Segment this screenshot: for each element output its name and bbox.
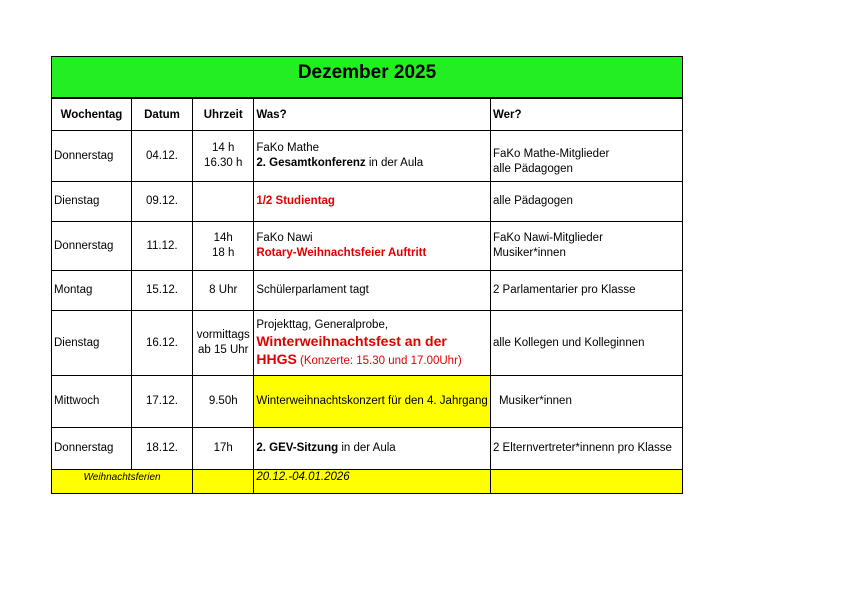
header-was: Was?	[254, 99, 491, 131]
calendar-sheet	[51, 56, 683, 494]
cell-datum: 09.12.	[131, 182, 192, 222]
cell-uhrzeit	[193, 182, 254, 222]
cell-was	[254, 311, 491, 376]
table-row	[52, 131, 683, 182]
participant-line: FaKo Nawi-Mitglieder	[492, 232, 603, 244]
cell-was	[254, 428, 491, 470]
time-line: ab 15 Uhr	[197, 344, 249, 356]
cell-uhrzeit	[193, 131, 254, 182]
holiday-label: Weihnachtsferien	[52, 470, 193, 494]
header-wer: Wer?	[490, 99, 682, 131]
participant-line: Musiker*innen	[492, 247, 566, 259]
cell-uhrzeit	[193, 222, 254, 271]
cell-uhrzeit: 8 Uhr	[193, 271, 254, 311]
cell-wer: alle Pädagogen	[490, 182, 682, 222]
event-bold: 2. Gesamtkonferenz	[256, 157, 366, 169]
table-row	[52, 182, 683, 222]
cell-wochentag: Donnerstag	[52, 131, 132, 182]
cell-wochentag: Dienstag	[52, 311, 132, 376]
cell-wer: alle Kollegen und Kolleginnen	[490, 311, 682, 376]
cell-datum: 16.12.	[131, 311, 192, 376]
table-row	[52, 271, 683, 311]
cell-wer: 2 Parlamentarier pro Klasse	[490, 271, 682, 311]
holiday-dates: 20.12.-04.01.2026	[254, 470, 491, 494]
cell-was	[254, 131, 491, 182]
table-row	[52, 311, 683, 376]
event-rest: in der Aula	[365, 157, 424, 169]
event-line: FaKo Nawi	[256, 232, 313, 244]
cell-was: Winterweihnachtskonzert für den 4. Jahrgang	[254, 376, 491, 428]
cell-datum: 11.12.	[131, 222, 192, 271]
event-bold: 2. GEV-Sitzung	[256, 442, 339, 454]
participant-line: alle Pädagogen	[492, 163, 573, 175]
participant-line: FaKo Mathe-Mitglieder	[492, 148, 610, 160]
event-highlight: 1/2 Studientag	[256, 195, 335, 207]
time-line: vormittags	[196, 329, 250, 341]
cell-datum: 15.12.	[131, 271, 192, 311]
event-rest: in der Aula	[338, 442, 396, 454]
cell-wochentag: Montag	[52, 271, 132, 311]
cell-datum: 18.12.	[131, 428, 192, 470]
cell-datum: 04.12.	[131, 131, 192, 182]
time-line: 14h	[213, 232, 233, 244]
cell-wer	[490, 131, 682, 182]
time-line: 16.30 h	[204, 157, 243, 169]
cell-wer	[490, 222, 682, 271]
cell-uhrzeit: 9.50h	[193, 376, 254, 428]
cell-uhrzeit: 17h	[193, 428, 254, 470]
schedule-table	[51, 98, 683, 494]
time-line: 18 h	[212, 247, 235, 259]
cell-wochentag: Mittwoch	[52, 376, 132, 428]
header-uhrzeit: Uhrzeit	[193, 99, 254, 131]
holiday-row	[52, 470, 683, 494]
event-line: Projekttag, Generalprobe,	[256, 318, 389, 331]
event-line	[256, 156, 488, 171]
header-row	[52, 99, 683, 131]
month-title: Dezember 2025	[297, 62, 437, 83]
event-highlight: Winterweihnachtsfest an der HHGS	[256, 332, 447, 367]
holiday-empty-cell	[193, 470, 254, 494]
cell-datum: 17.12.	[131, 376, 192, 428]
event-line: FaKo Mathe	[256, 142, 319, 154]
event-highlight: Rotary-Weihnachtsfeier Auftritt	[256, 247, 427, 259]
cell-was	[254, 182, 491, 222]
table-row	[52, 222, 683, 271]
cell-wochentag: Donnerstag	[52, 222, 132, 271]
cell-wochentag: Dienstag	[52, 182, 132, 222]
event-line	[256, 333, 488, 369]
cell-was: Schülerparlament tagt	[254, 271, 491, 311]
header-datum: Datum	[131, 99, 192, 131]
header-wochentag: Wochentag	[52, 99, 132, 131]
table-row	[52, 376, 683, 428]
table-row	[52, 428, 683, 470]
time-line: 14 h	[212, 142, 235, 154]
cell-wer: Musiker*innen	[490, 376, 682, 428]
cell-was	[254, 222, 491, 271]
title-bar	[51, 56, 683, 98]
holiday-empty-cell	[490, 470, 682, 494]
event-note: (Konzerte: 15.30 und 17.00Uhr)	[296, 354, 462, 367]
cell-uhrzeit	[193, 311, 254, 376]
cell-wer: 2 Elternvertreter*innenn pro Klasse	[490, 428, 682, 470]
cell-wochentag: Donnerstag	[52, 428, 132, 470]
